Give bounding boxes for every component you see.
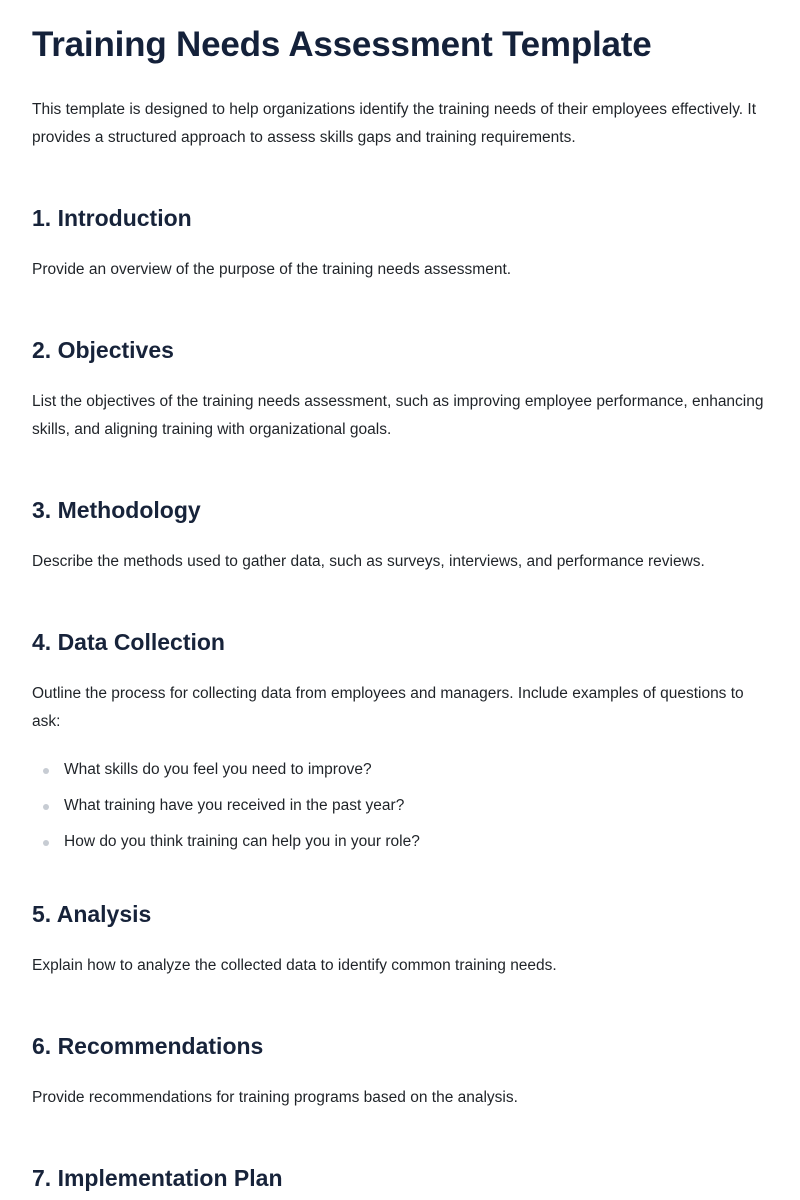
section-heading-implementation-plan: 7. Implementation Plan — [32, 1165, 283, 1191]
intro-paragraph: This template is designed to help organizations identify the training needs of their employees effectively. It provides a structured approach to assess skills gaps and training requirements. — [32, 101, 757, 146]
section-heading-data-collection: 4. Data Collection — [32, 629, 225, 655]
section-heading-analysis: 5. Analysis — [32, 901, 152, 927]
section-text-introduction: Provide an overview of the purpose of the training needs assessment. — [32, 261, 512, 278]
list-item — [32, 828, 768, 856]
section-text-objectives: List the objectives of the training needs assessment, such as improving employee performance, enhancing skills, and aligning training with organizational goals. — [32, 393, 764, 438]
document-title: Training Needs Assessment Template — [32, 25, 652, 64]
bullet-icon — [43, 804, 49, 810]
section-heading-introduction: 1. Introduction — [32, 205, 192, 231]
bullet-icon — [43, 768, 49, 774]
section-text-data-collection: Outline the process for collecting data from employees and managers. Include examples of questions to ask: — [32, 685, 744, 730]
list-item-text: What training have you received in the past year? — [64, 797, 405, 814]
section-text-methodology: Describe the methods used to gather data, such as surveys, interviews, and performance reviews. — [32, 553, 705, 570]
list-item-text: What skills do you feel you need to improve? — [64, 761, 372, 778]
bullet-icon — [43, 840, 49, 846]
list-item — [32, 792, 768, 820]
list-item — [32, 756, 768, 784]
section-text-recommendations: Provide recommendations for training programs based on the analysis. — [32, 1089, 518, 1106]
question-list — [32, 756, 768, 856]
section-text-analysis: Explain how to analyze the collected data to identify common training needs. — [32, 957, 557, 974]
list-item-text: How do you think training can help you in your role? — [64, 833, 420, 850]
section-heading-recommendations: 6. Recommendations — [32, 1033, 264, 1059]
section-heading-objectives: 2. Objectives — [32, 337, 174, 363]
section-heading-methodology: 3. Methodology — [32, 497, 201, 523]
